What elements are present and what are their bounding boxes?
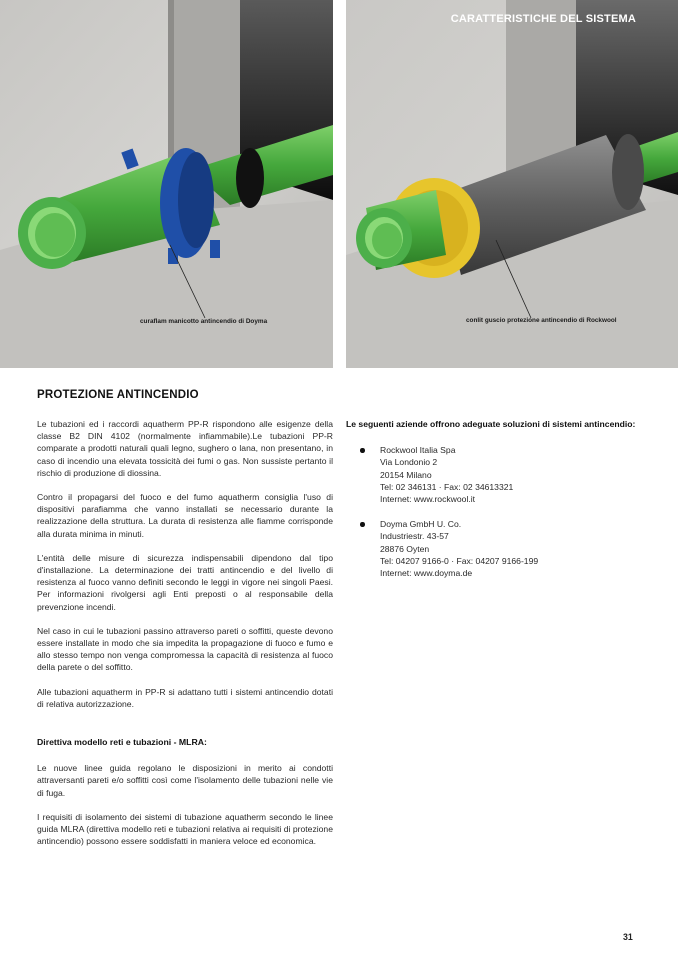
fire-collar-illustration [0, 0, 333, 368]
paragraph: Le nuove linee guida regolano le disposizioni in merito ai condotti attraversanti pareti e/o soffitti così come l'isolamento delle tubazioni nelle vie di fuga. [37, 763, 333, 798]
company-address: Via Londonio 2 [380, 457, 438, 468]
photo-divider [333, 0, 346, 368]
company-name: Doyma GmbH U. Co. [380, 519, 462, 530]
paragraph: L'entità delle misure di sicurezza indispensabili dipendono dal tipo d'installazione. La determinazione dei tratti antincendio e del livello di resistenza al fuoco vanno definiti secondo le leggi in vigore nei singoli Paesi. Per informazioni rivolgersi agli Enti preposti o al responsabile della prevenzione incendi. [37, 552, 333, 612]
paragraph: Alle tubazioni aquatherm in PP-R si adattano tutti i sistemi antincendio dotati di relativa autorizzazione. [37, 686, 333, 709]
suppliers-intro: Le seguenti aziende offrono adeguate soluzioni di sistemi antincendio: [346, 419, 636, 429]
paragraph: Le tubazioni ed i raccordi aquatherm PP-R rispondono alle esigenze della classe B2 DIN 4102 (normalmente infiammabile).Le tubazioni PP-R comparate a prodotti naturali quali legno, sughero o lana, non presentano, in caso di incendio una elevata tossicità dei fumi o gas. Non sussiste pertanto il rischio di produzione di diossina. [37, 419, 333, 478]
photo-fire-collar [0, 0, 333, 368]
paragraph: Contro il propagarsi del fuoco e del fumo aquatherm consiglia l'uso di dispositivi parafiamma che vanno installati se necessario durante la realizzazione della struttura. La durata di resistenza alle fiamme corrisponde alla durata minima in minuti. [37, 492, 333, 539]
company-city: 20154 Milano [380, 469, 432, 480]
photo-caption: curaflam manicotto antincendio di Doyma [140, 318, 268, 325]
bullet-icon [360, 522, 365, 527]
paragraph: I requisiti di isolamento dei sistemi di tubazione aquatherm secondo le linee guida MLRA (direttiva modello reti e tubazioni relativa ai requisiti di protezione antincendio) possono essere soddisfatti in maniera veloce ed economica. [37, 811, 333, 847]
bullet-icon [360, 448, 365, 453]
company-entry [346, 518, 646, 579]
company-entry [346, 444, 646, 505]
company-address: Industriestr. 43-57 [380, 531, 449, 542]
subheading: Direttiva modello reti e tubazioni - MLRA: [37, 737, 207, 748]
company-name: Rockwool Italia Spa [380, 445, 456, 456]
suppliers-column [346, 418, 646, 592]
section-header: CARATTERISTICHE DEL SISTEMA [450, 13, 636, 25]
company-website: Internet: www.doyma.de [380, 568, 473, 579]
company-phone: Tel: 02 346131 · Fax: 02 34613321 [380, 481, 514, 492]
product-photos [0, 0, 678, 368]
page-title: PROTEZIONE ANTINCENDIO [37, 389, 199, 401]
photo-insulation-shell [346, 0, 678, 368]
main-text-column [37, 418, 333, 859]
page-number: 31 [623, 932, 633, 942]
insulation-shell-illustration [346, 0, 678, 368]
photo-caption: conlit guscio protezione antincendio di Rockwool [466, 317, 617, 324]
company-city: 28876 Oyten [380, 543, 430, 554]
company-phone: Tel: 04207 9166-0 · Fax: 04207 9166-199 [380, 555, 539, 566]
company-website: Internet: www.rockwool.it [380, 494, 476, 505]
paragraph: Nel caso in cui le tubazioni passino attraverso pareti o soffitti, queste devono essere installate in modo che sia impedita la propagazione di fuoco e fumo e allo stesso tempo non venga compromessa la capacità di resistenza al fuoco della parete o del soffitto. [37, 625, 333, 673]
